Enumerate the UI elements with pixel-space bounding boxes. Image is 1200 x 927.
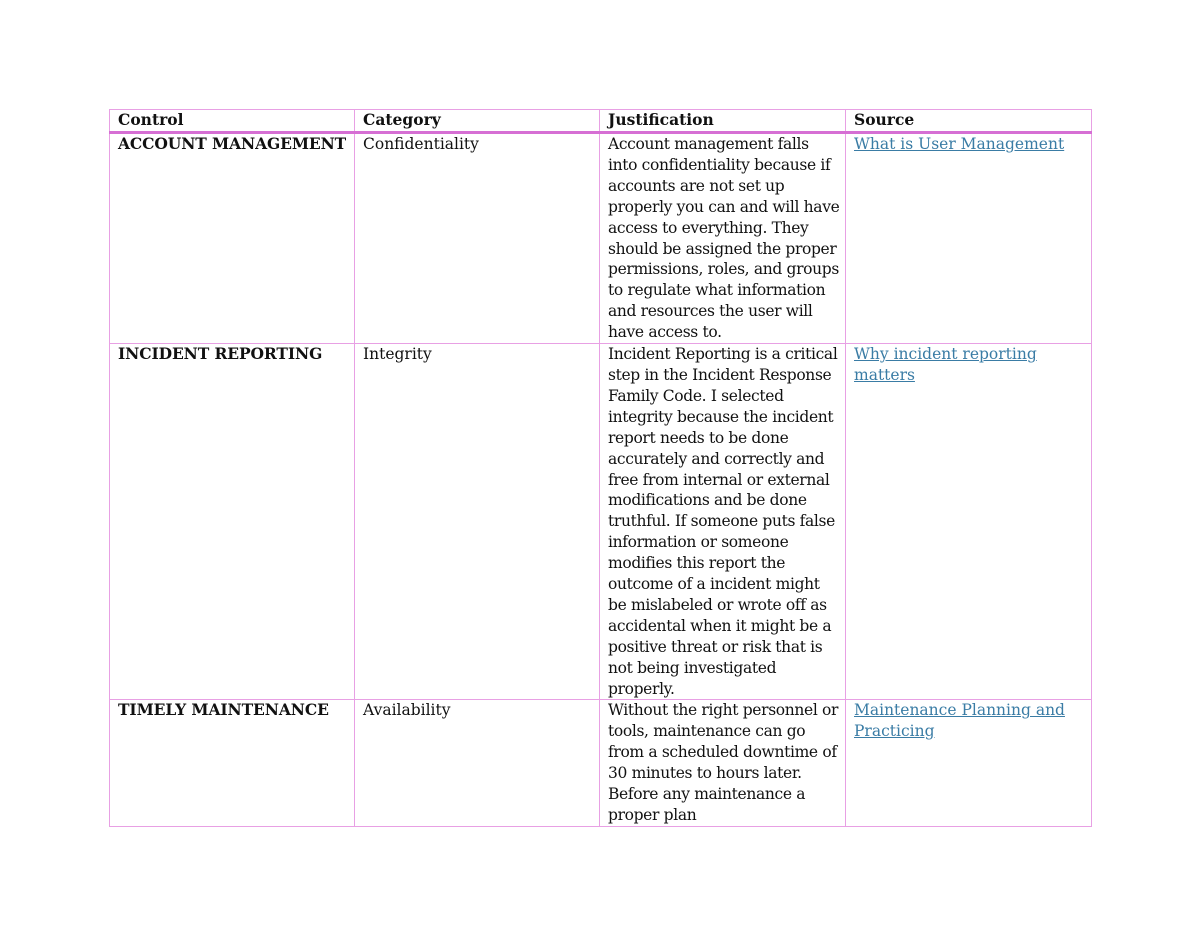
source-link-incident-reporting[interactable]: Why incident reporting matters — [854, 345, 1037, 384]
source-link-user-management[interactable]: What is User Management — [854, 135, 1065, 153]
table-row — [110, 133, 1092, 344]
category-cell: Confidentiality — [355, 133, 600, 344]
source-cell — [846, 133, 1092, 344]
justification-cell: Without the right personnel or tools, maintenance can go from a scheduled downtime of 30 minutes to hours later. Before any maintenance a proper plan — [600, 700, 846, 826]
control-cell: ACCOUNT MANAGEMENT — [110, 133, 355, 344]
category-cell: Availability — [355, 700, 600, 826]
table-header-row — [110, 110, 1092, 133]
category-cell: Integrity — [355, 344, 600, 700]
source-cell — [846, 344, 1092, 700]
header-control: Control — [110, 110, 355, 133]
source-cell — [846, 700, 1092, 826]
table-row — [110, 700, 1092, 826]
table-row — [110, 344, 1092, 700]
source-link-maintenance[interactable]: Maintenance Planning and Practicing — [854, 701, 1065, 741]
justification-cell: Account management falls into confidentiality because if accounts are not set up properly you can and will have access to everything. They should be assigned the proper permissions, roles, and groups to regulate what information and resources the user will have access to. — [600, 133, 846, 344]
header-category: Category — [355, 110, 600, 133]
justification-cell: Incident Reporting is a critical step in the Incident Response Family Code. I selected integrity because the incident report needs to be done accurately and correctly and free from internal or external modifications and be done truthful. If someone puts false information or someone modifies this report the outcome of a incident might be mislabeled or wrote off as accidental when it might be a positive threat or risk that is not being investigated properly. — [600, 344, 846, 700]
header-justification: Justification — [600, 110, 846, 133]
control-cell: INCIDENT REPORTING — [110, 344, 355, 700]
header-source: Source — [846, 110, 1092, 133]
control-cell: TIMELY MAINTENANCE — [110, 700, 355, 826]
controls-table — [109, 109, 1092, 827]
